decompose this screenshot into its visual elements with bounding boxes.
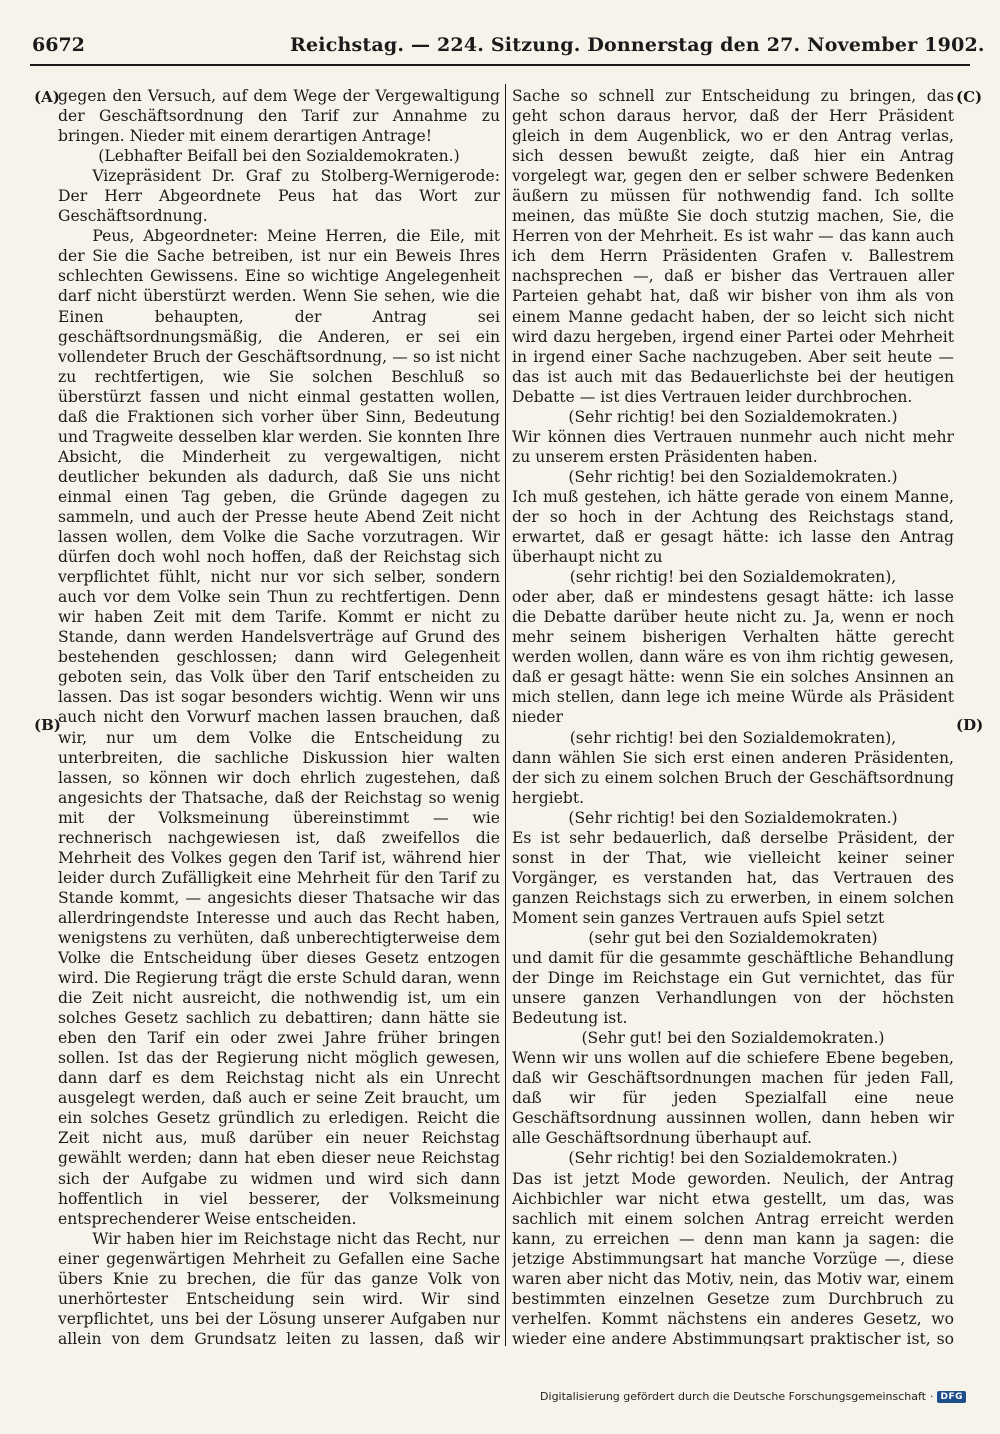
interjection: (sehr gut bei den Sozialdemokraten) xyxy=(588,928,878,947)
paragraph: Das ist jetzt Mode geworden. Neulich, der Antrag Aichbichler war nicht etwa gestellt, um das, was sachlich mit einem solchen Antrag erreicht werden kann, zu erreichen — denn man kann ja sagen: die jetzige Abstimmungsart hat manche Vorzüge —, diese waren aber nicht das Motiv, nein, das Motiv war, einem bestimmten einzelnen Gesetze zum Durchbruch zu verhelfen. Kommt nächstens ein anderes Gesetz, wo wieder eine andere Abstimmungsart praktischer ist, so xyxy=(512,1169,954,1346)
paragraph: Wir können dies Vertrauen nunmehr auch nicht mehr zu unserem ersten Präsidenten haben. xyxy=(512,427,954,466)
paragraph: Vizepräsident Dr. Graf zu Stolberg-Wernigerode: Der Herr Abgeordnete Peus hat das Wort zur Geschäftsordnung. xyxy=(58,167,500,226)
separator-dot: · xyxy=(929,1390,934,1403)
interjection: (Sehr richtig! bei den Sozialdemokraten.) xyxy=(568,467,898,486)
interjection: (Sehr gut! bei den Sozialdemokraten.) xyxy=(581,1029,885,1048)
paragraph: oder aber, daß er mindestens gesagt hätte: ich lasse die Debatte darüber heute nicht zu. Ja, wenn er noch mehr seinem bisherigen Verhalten hätte gerecht werden wollen, dann wäre es von ihm richtig gewesen, daß er gesagt hätte: wenn Sie ein solches Ansinnen an mich stellen, dann lege ich meine Würde als Präsident nieder xyxy=(512,588,954,727)
dfg-logo-icon: DFG xyxy=(937,1391,966,1403)
paragraph: und damit für die gesammte geschäftliche Behandlung der Dinge im Reichstage ein Gut vernichtet, das für unsere ganzen Verhandlungen von der höchsten Bedeutung ist. xyxy=(512,949,954,1028)
footer-credit xyxy=(540,1390,966,1403)
paragraph: Wir haben hier im Reichstage nicht das Recht, nur einer gegenwärtigen Mehrheit zu Gefallen eine Sache übers Knie zu brechen, die für das ganze Volk von unerhörtester Entscheidung sein wird. Wir sind verpflichtet, uns bei der Lösung unserer Aufgaben nur allein von dem Grundsatz leiten zu lassen, daß wir xyxy=(58,1229,500,1346)
margin-marker-a: (A) xyxy=(34,88,60,106)
paragraph: Peus, Abgeordneter: Meine Herren, die Eile, mit der Sie die Sache betreiben, ist nur ein Beweis Ihres schlechten Gewissens. Eine so wichtige Angelegenheit darf nicht überstürzt werden. Wenn Sie sehen, wie die Einen behaupten, der Antrag sei geschäftsordnungsmäßig, die Anderen, er sei ein vollendeter Bruch der Geschäftsordnung, — so ist nicht zu rechtfertigen, wie Sie solchen Beschluß so überstürzt fassen und nicht einmal gestatten wollen, daß die Fraktionen sich vorher über Sinn, Bedeutung und Tragweite desselben klar werden. Sie konnten Ihre Absicht, die Minderheit zu vergewaltigen, nicht deutlicher bekunden als dadurch, daß Sie uns nicht einmal einen Tag geben, die Gründe dagegen zu sammeln, und auch der Presse heute Abend Zeit nicht lassen wollen, dem Volke die Sache vorzutragen. Wir dürfen doch wohl noch hoffen, daß der Reichstag sich verpflichtet fühlt, nicht nur vor sich selber, sondern auch vor dem Volke sein Thun zu rechtfertigen. Denn wir haben Zeit mit dem Tarife. Kommt er nicht zu Stande, dann werden Handelsverträge auf Grund des bestehenden geschlossen; dann wird Gelegenheit geboten sein, das Volk über den Tarif entscheiden zu lassen. Das ist sogar besonders wichtig. Wenn wir uns auch nicht den Vorwurf machen lassen brauchen, daß wir, nur um dem Volke die Entscheidung zu unterbreiten, die sachliche Diskussion hier walten lassen, so können wir doch ehrlich zugestehen, daß angesichts der Thatsache, daß der Reichstag so wenig mit der Volksmeinung übereinstimmt — wie rechnerisch nachgewiesen ist, daß zweifellos die Mehrheit des Volkes gegen den Tarif ist, während hier leider durch Zufälligkeit eine Mehrheit für den Tarif zu Stande kommt, — angesichts dieser Thatsache wir das allerdringendste Interesse und auch das Recht haben, wenigstens zu verhüten, daß unberechtigterweise dem Volke die Entscheidung über dieses Gesetz entzogen wird. Die Regierung trägt die erste Schuld daran, wenn die Zeit nicht ausreicht, die nothwendig ist, um ein solches Gesetz sachlich zu debattiren; dann hätte sie eben den Tarif ein oder zwei Jahre früher bringen sollen. Ist das der Regierung nicht möglich gewesen, dann darf es dem Reichstag nicht als ein Unrecht ausgelegt werden, daß auch er seine Zeit braucht, um ein solches Gesetz gründlich zu erledigen. Reicht die Zeit nicht aus, muß darüber ein neuer Reichstag gewählt werden; dann hat eben dieser neue Reichstag sich der Aufgabe zu widmen und wird sich dann hoffentlich in viel besserer, der Volksmeinung entsprechenderer Weise entscheiden. xyxy=(58,227,500,1228)
paragraph: Ich muß gestehen, ich hätte gerade von einem Manne, der so hoch in der Achtung des Reichstags stand, erwartet, daß er gesagt hätte: ich lasse den Antrag überhaupt nicht zu xyxy=(512,487,954,567)
margin-marker-c: (C) xyxy=(956,88,983,106)
margin-marker-b: (B) xyxy=(34,716,61,734)
column-divider xyxy=(505,84,506,1346)
interjection: (sehr richtig! bei den Sozialdemokraten), xyxy=(569,728,897,747)
right-text-column xyxy=(512,86,954,1346)
left-text-column xyxy=(58,86,500,1346)
paragraph: Sache so schnell zur Entscheidung zu bringen, das geht schon daraus hervor, daß der Herr Präsident gleich in dem Augenblick, wo er den Antrag verlas, sich dessen bewußt zeigte, daß hier ein Antrag vorgelegt war, gegen den er selber schwere Bedenken äußern zu müssen für nothwendig fand. Ich sollte meinen, das müßte Sie doch stutzig machen, Sie, die Herren von der Mehrheit. Es ist wahr — das kann auch ich dem Herrn Präsidenten Grafen v. Ballestrem nachsprechen —, daß er bisher das Vertrauen aller Parteien gehabt hat, daß wir bisher von ihm als von einem Manne gedacht haben, der so leicht sich nicht wird dazu hergeben, irgend einer Partei oder Mehrheit in irgend einer Sache nachzugeben. Aber seit heute — das ist auch mit das Bedauerlichste bei der heutigen Debatte — ist dies Vertrauen leider durchbrochen. xyxy=(512,87,954,406)
running-title: Reichstag. — 224. Sitzung. Donnerstag den 27. November 1902. xyxy=(290,34,985,56)
credit-text: Digitalisierung gefördert durch die Deutsche Forschungsgemeinschaft xyxy=(540,1390,926,1403)
paragraph: Wenn wir uns wollen auf die schiefere Ebene begeben, daß wir Geschäftsordnungen machen für jeden Fall, daß wir für jeden Spezialfall eine neue Geschäftsordnung aussinnen wollen, dann heben wir alle Geschäftsordnung überhaupt auf. xyxy=(512,1049,954,1148)
margin-marker-d: (D) xyxy=(956,716,984,734)
page-header xyxy=(30,34,985,66)
interjection: (sehr richtig! bei den Sozialdemokraten), xyxy=(569,568,897,587)
paragraph: Es ist sehr bedauerlich, daß derselbe Präsident, der sonst in der That, wie vielleicht keiner seiner Vorgänger, es verstanden hat, das Vertrauen des ganzen Reichstags sich zu erwerben, in einem solchen Moment sein ganzes Vertrauen aufs Spiel setzt xyxy=(512,828,954,927)
paragraph: dann wählen Sie sich erst einen anderen Präsidenten, der sich zu einem solchen Bruch der Geschäftsordnung hergiebt. xyxy=(512,748,954,807)
interjection: (Sehr richtig! bei den Sozialdemokraten.) xyxy=(568,1149,898,1168)
paragraph: gegen den Versuch, auf dem Wege der Vergewaltigung der Geschäftsordnung den Tarif zur Annahme zu bringen. Nieder mit einem derartigen Antrage! xyxy=(58,87,500,146)
interjection: (Lebhafter Beifall bei den Sozialdemokraten.) xyxy=(98,147,460,166)
page-number: 6672 xyxy=(32,34,85,56)
interjection: (Sehr richtig! bei den Sozialdemokraten.) xyxy=(568,407,898,426)
interjection: (Sehr richtig! bei den Sozialdemokraten.) xyxy=(568,808,898,827)
